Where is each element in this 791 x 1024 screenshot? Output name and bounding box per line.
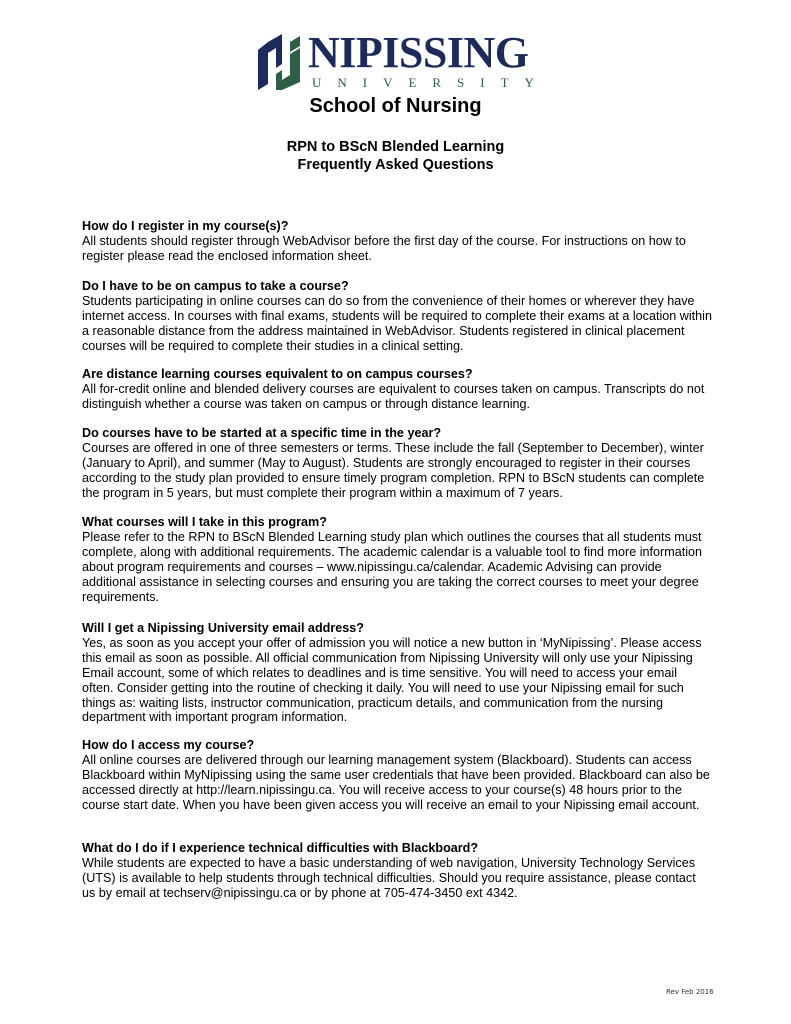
- faq-item-courses: [82, 515, 712, 604]
- faq-item-register: [82, 219, 712, 264]
- logo-wordmark: NIPISSING: [308, 28, 529, 77]
- document-subtitle-line-2: Frequently Asked Questions: [297, 157, 494, 173]
- faq-answer: Courses are offered in one of three semesters or terms. These include the fall (September to December), winter (January to April), and summer (May to August). Students are strongly encouraged to register in their courses according to the study plan provided to ensure timely program completion. RPN to BScN students can complete the program in 5 years, but must complete their program within a maximum of 7 years.: [82, 440, 705, 500]
- faq-answer: While students are expected to have a basic understanding of web navigation, University Technology Services (UTS) is available to help students through technical difficulties. Should you require assistance, please contact us by email at techserv@nipissingu.ca or by phone at 705-474-3450 ext 4342.: [82, 855, 696, 900]
- faq-question: What courses will I take in this program?: [82, 515, 327, 529]
- faq-question: Do courses have to be started at a specific time in the year?: [82, 426, 442, 440]
- faq-question: How do I access my course?: [82, 738, 255, 752]
- logo-letter: R: [432, 75, 442, 90]
- faq-question: What do I do if I experience technical difficulties with Blackboard?: [82, 841, 479, 855]
- faq-item-equivalence: [82, 367, 712, 412]
- logo-letter: T: [500, 75, 509, 90]
- logo-letter: I: [362, 75, 368, 90]
- logo-letter: S: [457, 75, 465, 90]
- logo-letter: E: [408, 75, 417, 90]
- school-title: School of Nursing: [309, 95, 482, 117]
- faq-item-access: [82, 738, 712, 813]
- faq-question: Will I get a Nipissing University email address?: [82, 621, 364, 635]
- faq-answer: All online courses are delivered through our learning management system (Blackboard). Students can access Blackboard within MyNipissing using the same user credentials that have been provided. Blackboard can also be accessed directly at http://learn.nipissingu.ca. You will receive access to your course(s) 48 hours prior to the course start date. When you have been given access you will receive an email to your Nipissing email account.: [82, 752, 710, 812]
- faq-item-tech-support: [82, 841, 712, 901]
- faq-answer: Students participating in online courses can do so from the convenience of their homes or wherever they have internet access. In courses with final exams, students will be required to complete their exams at a location within a reasonable distance from the address maintained in WebAdvisor. Students registered in clinical placement courses will be required to complete their studies in a clinical setting.: [82, 293, 712, 353]
- faq-item-start-time: [82, 426, 712, 501]
- logo-letter: Y: [524, 75, 534, 90]
- faq-question: Do I have to be on campus to take a course?: [82, 279, 349, 293]
- faq-answer: Please refer to the RPN to BScN Blended Learning study plan which outlines the courses that all students must complete, along with additional requirements. The academic calendar is a valuable tool to find more information about program requirements and courses – www.nipissingu.ca/calendar. Academic Advising can provide additional assistance in selecting courses and ensuring you are taking the correct courses to meet your degree requirements.: [82, 529, 703, 604]
- faq-item-email: [82, 621, 712, 725]
- logo-letter: V: [383, 75, 393, 90]
- document-subtitle-line-1: RPN to BScN Blended Learning: [286, 139, 505, 155]
- faq-item-campus: [82, 279, 712, 354]
- faq-question: How do I register in my course(s)?: [82, 219, 289, 233]
- logo-letter: U: [312, 75, 322, 90]
- logo-subtitle-university: [312, 75, 534, 91]
- faq-answer: All for-credit online and blended delivery courses are equivalent to courses taken on campus. Transcripts do not distinguish whether a course was taken on campus or through distance learning.: [82, 381, 705, 411]
- nipissing-logo-mark-icon: [256, 34, 302, 90]
- logo-letter: N: [337, 75, 347, 90]
- logo-letter: I: [480, 75, 485, 90]
- faq-question: Are distance learning courses equivalent to on campus courses?: [82, 367, 473, 381]
- faq-answer: Yes, as soon as you accept your offer of admission you will notice a new button in ‘MyNipissing’. Please access this email as soon as possible. All official communication from Nipissing University will only use your Nipissing Email account, some of which relates to deadlines and is time sensitive. You will need to access your email often. Consider getting into the routine of checking it daily. You will need to use your Nipissing email for such things as: waiting lists, instructor communication, practicum details, and communication from the nursing department with important program information.: [82, 635, 702, 725]
- nipissing-university-logo: [256, 28, 536, 92]
- faq-answer: All students should register through WebAdvisor before the first day of the course. For instructions on how to register please read the enclosed information sheet.: [82, 233, 686, 263]
- revision-note: Rev Feb 2016: [666, 988, 714, 996]
